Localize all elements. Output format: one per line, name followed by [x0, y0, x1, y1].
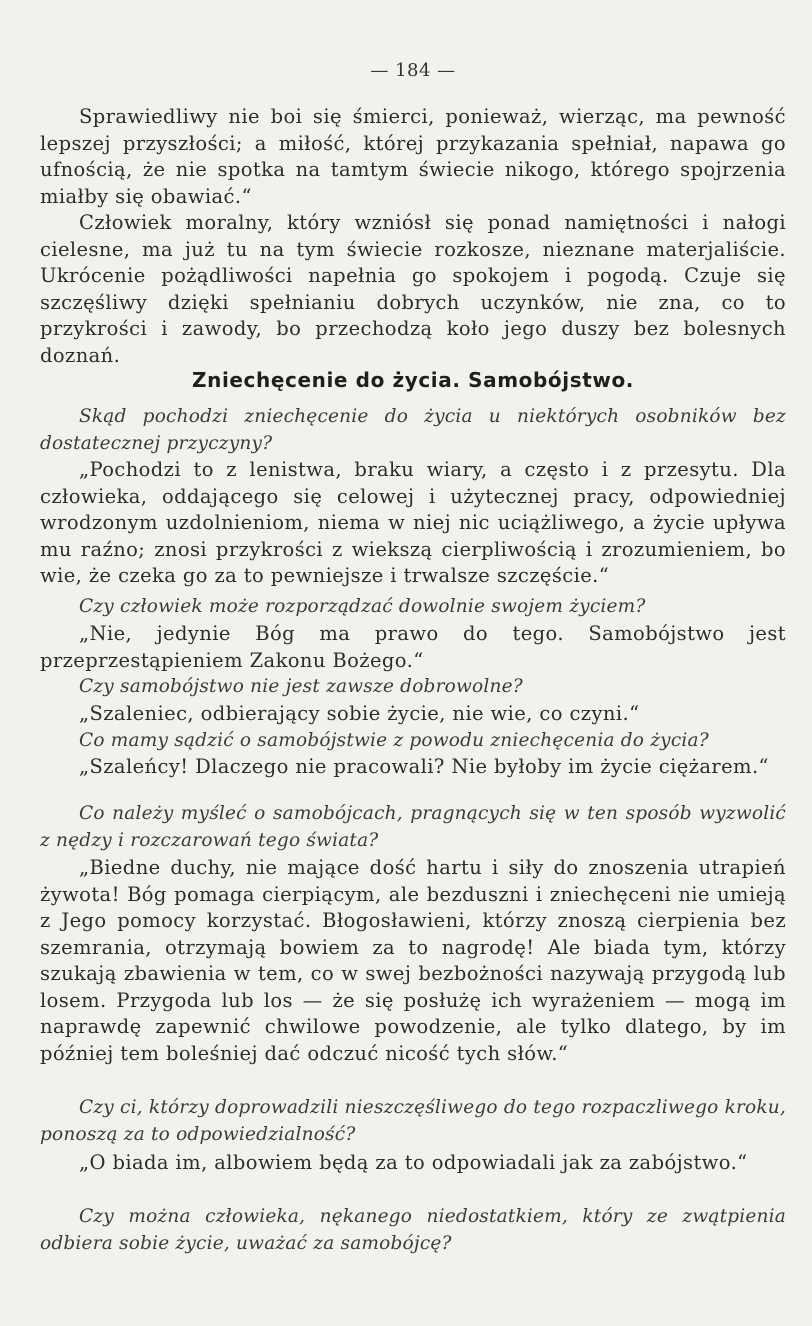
page-number: — 184 —: [370, 60, 456, 81]
question-4: Co mamy sądzić o samobójstwie z powodu zniechęcenia do życia?: [79, 730, 709, 751]
question-1: Skąd pochodzi zniechęcenie do życia u niektórych osobników bez dostatecznej przyczyny?: [40, 406, 786, 454]
answer-2: „Nie, jedynie Bóg ma prawo do tego. Samobójstwo jest przeprzestąpieniem Zakonu Bożego.“: [40, 622, 786, 672]
question-7: Czy można człowieka, nękanego niedostatkiem, który ze zwątpienia odbiera sobie życie, uważać za samobójcę?: [40, 1206, 786, 1254]
section-heading: Zniechęcenie do życia. Samobójstwo.: [192, 368, 634, 392]
paragraph-intro-2: Człowiek moralny, który wzniósł się ponad namiętności i nałogi cielesne, ma już tu na tym świecie rozkosze, nieznane materjaliście. Ukrócenie pożądliwości napełnia go spokojem i pogodą. Czuje się szczęśliwy dzięki spełnianiu dobrych uczynków, nie zna, co to przykrości i zawody, bo przechodzą koło jego duszy bez bolesnych doznań.: [40, 211, 786, 367]
paragraph-intro-1: Sprawiedliwy nie boi się śmierci, ponieważ, wierząc, ma pewność lepszej przyszłości; a miłość, której przykazania spełniał, napawa go ufnością, że nie spotka na tamtym świecie nikogo, którego spojrzenia miałby się obawiać.“: [40, 105, 786, 208]
book-page: [40, 60, 786, 1300]
question-3: Czy samobójstwo nie jest zawsze dobrowolne?: [79, 676, 523, 697]
answer-1: „Pochodzi to z lenistwa, braku wiary, a często i z przesytu. Dla człowieka, oddającego się celowej i użytecznej pracy, odpowiedniej wrodzonym uzdolnieniom, niema w niej nic uciążliwego, a życie upływa mu raźno; znosi przykrości z wiekszą cierpliwością i zrozumieniem, bo wie, że czeka go za to pewniejsze i trwalsze szczęście.“: [40, 458, 786, 587]
question-5: Co należy myśleć o samobójcach, pragnących się w ten sposób wyzwolić z nędzy i rozczarowań tego świata?: [40, 803, 786, 851]
answer-5: „Biedne duchy, nie mające dość hartu i siły do znoszenia utrapień żywota! Bóg pomaga cierpiącym, ale bezduszni i zniechęceni nie umieją z Jego pomocy korzystać. Błogosławieni, którzy znoszą cierpienia bez szemrania, otrzymają bowiem za to nagrodę! Ale biada tym, którzy szukają zbawienia w tem, co w swej bezbożności nazywają przygodą lub losem. Przygoda lub los — że się posłużę ich wyrażeniem — mogą im naprawdę zapewnić chwilowe powodzenie, ale tylko dlatego, by im później tem boleśniej dać odczuć nicość tych słów.“: [40, 856, 786, 1065]
answer-4: „Szaleńcy! Dlaczego nie pracowali? Nie byłoby im życie ciężarem.“: [79, 755, 769, 778]
answer-6: „O biada im, albowiem będą za to odpowiadali jak za zabójstwo.“: [79, 1151, 748, 1174]
question-2: Czy człowiek może rozporządzać dowolnie swojem życiem?: [79, 596, 646, 617]
question-6: Czy ci, którzy doprowadzili nieszczęśliwego do tego rozpaczliwego kroku, ponoszą za to odpowiedzialność?: [40, 1097, 786, 1145]
answer-3: „Szaleniec, odbierający sobie życie, nie wie, co czyni.“: [79, 702, 640, 725]
